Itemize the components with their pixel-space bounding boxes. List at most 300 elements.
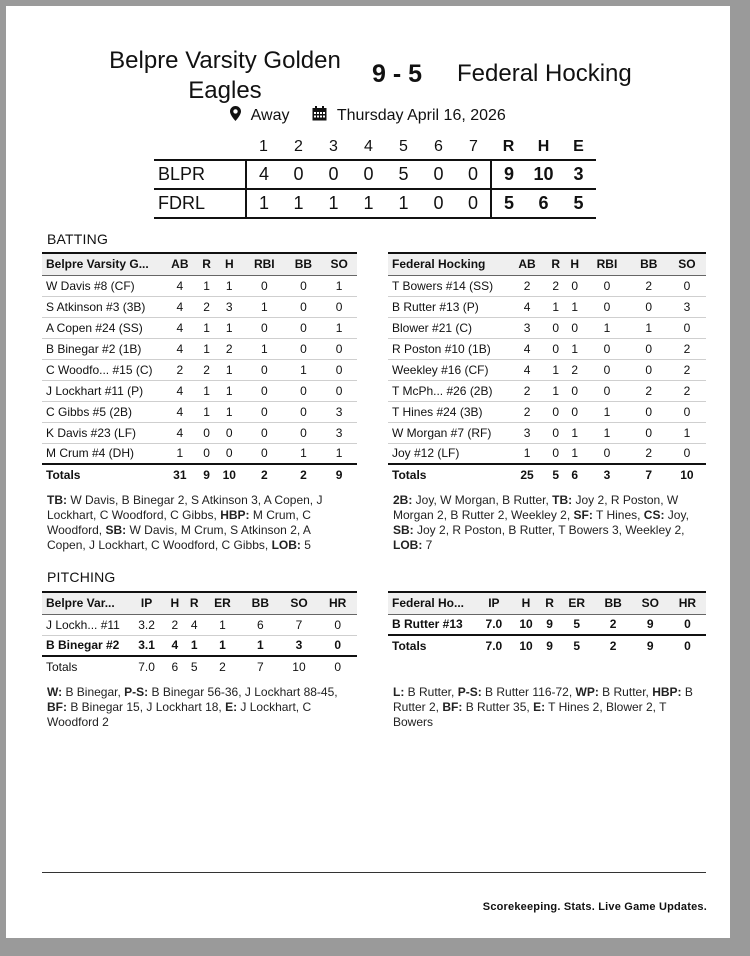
total-errors: 5 [561, 189, 596, 218]
stat-cell: 1 [185, 635, 204, 656]
stat-cell: 1 [241, 635, 280, 656]
table-row [388, 359, 706, 380]
stat-cell: 2 [165, 614, 184, 635]
totals-row [42, 656, 357, 677]
stat-cell: 0 [198, 443, 216, 464]
total-runs: 5 [491, 189, 526, 218]
column-header: HR [318, 592, 357, 614]
stat-cell: 0 [630, 422, 668, 443]
stat-cell: 4 [508, 338, 546, 359]
player-name: C Gibbs #5 (2B) [42, 401, 162, 422]
stat-cell: 3.2 [128, 614, 165, 635]
note-text: 5 [300, 538, 311, 552]
note-label: LOB: [393, 538, 423, 552]
stat-cell: 2 [216, 338, 243, 359]
stat-cell: 0 [243, 275, 286, 296]
column-header: H [216, 253, 243, 275]
batting-table-home [42, 252, 357, 485]
batting-section-title: BATTING [47, 231, 109, 247]
player-name: T Hines #24 (3B) [388, 401, 508, 422]
stat-cell: 3 [508, 422, 546, 443]
stat-cell: 0 [584, 296, 629, 317]
note-text: B Binegar 15, J Lockhart 18, [67, 700, 226, 714]
batting-notes-home [47, 493, 347, 553]
stat-cell: 2 [508, 275, 546, 296]
stat-cell: 1 [565, 443, 584, 464]
stat-cell: 0 [286, 338, 322, 359]
stat-cell: 1 [546, 380, 565, 401]
note-label: E: [225, 700, 238, 714]
pitching-notes-away [393, 685, 708, 730]
table-row [388, 401, 706, 422]
stat-cell: 0 [630, 296, 668, 317]
note-label: SF: [573, 508, 593, 522]
note-text: Joy 2, R Poston, W Morgan 2, B Rutter 2, Weekley 2, [393, 493, 679, 522]
stat-cell: 2 [162, 359, 198, 380]
total-cell: 0 [669, 635, 706, 656]
note-text: T Hines 2, Blower 2, T Bowers [393, 700, 667, 729]
inning-score: 1 [316, 189, 351, 218]
inning-score: 0 [456, 160, 491, 189]
note-label: LOB: [271, 538, 301, 552]
stat-cell: 4 [185, 614, 204, 635]
table-row [42, 359, 357, 380]
stat-cell: 1 [204, 614, 241, 635]
table-header-row [42, 592, 357, 614]
footer-tagline: Scorekeeping. Stats. Live Game Updates. [482, 901, 707, 913]
note-label: E: [533, 700, 546, 714]
stat-cell: 4 [165, 635, 184, 656]
stat-cell: 2 [630, 443, 668, 464]
note-label: SB: [393, 523, 414, 537]
total-cell: 9 [198, 464, 216, 485]
away-team-name: Federal Hocking [457, 60, 632, 87]
stat-cell: 1 [198, 380, 216, 401]
stat-cell: 1 [565, 338, 584, 359]
player-name: W Davis #8 (CF) [42, 275, 162, 296]
stat-cell: 1 [198, 317, 216, 338]
column-header: R [540, 592, 559, 614]
total-cell: 10 [668, 464, 706, 485]
stat-cell: 0 [668, 401, 706, 422]
stat-cell: 1 [321, 443, 357, 464]
final-score: 9 - 5 [372, 60, 423, 88]
stat-cell: 0 [669, 614, 706, 635]
table-row [388, 338, 706, 359]
stat-cell: 2 [198, 296, 216, 317]
inning-score: 0 [281, 160, 316, 189]
totals-label: Totals [388, 464, 508, 485]
linescore-table [154, 134, 596, 219]
column-header: H [512, 592, 541, 614]
stat-cell: 0 [216, 422, 243, 443]
total-cell: 7 [256, 660, 264, 674]
player-name: T McPh... #26 (2B) [388, 380, 508, 401]
stat-cell: 0 [243, 443, 286, 464]
note-label: HBP: [220, 508, 250, 522]
stat-cell: 1 [204, 635, 241, 656]
stat-cell: 4 [162, 338, 198, 359]
inning-score: 5 [386, 160, 421, 189]
stat-cell: 7 [280, 614, 319, 635]
total-hits: 10 [526, 160, 561, 189]
pitching-notes-home [47, 685, 357, 730]
totals-row [388, 464, 706, 485]
player-name: T Bowers #14 (SS) [388, 275, 508, 296]
stat-cell: 4 [162, 401, 198, 422]
stat-cell: 0 [286, 296, 322, 317]
stat-cell: 2 [668, 380, 706, 401]
totals-row [42, 464, 357, 485]
note-label: CS: [643, 508, 665, 522]
stat-cell: 5 [559, 614, 595, 635]
note-label: SB: [105, 523, 127, 537]
totals-label: Totals [42, 464, 162, 485]
inning-score: 1 [386, 189, 421, 218]
stat-cell: 4 [508, 296, 546, 317]
table-row [42, 296, 357, 317]
total-cell: 2 [243, 464, 286, 485]
total-cell: 10 [292, 660, 306, 674]
stat-cell: 3 [321, 422, 357, 443]
stat-cell: 2 [630, 275, 668, 296]
stat-cell: 0 [286, 401, 322, 422]
stat-cell: 0 [318, 614, 357, 635]
note-text: W Davis, M Crum, S Atkinson 2, A Copen, J Lockhart, C Woodford, C Gibbs, [47, 523, 311, 552]
stat-cell: 9 [632, 614, 669, 635]
column-header: Belpre Var... [42, 592, 128, 614]
stat-cell: 4 [162, 296, 198, 317]
stat-cell: 0 [321, 296, 357, 317]
stat-cell: 0 [286, 380, 322, 401]
stat-cell: 1 [321, 317, 357, 338]
stat-cell: 0 [243, 317, 286, 338]
stat-cell: 1 [546, 296, 565, 317]
table-header-row [388, 253, 706, 275]
note-text: W Davis, B Binegar 2, S Atkinson 3, A Copen, J Lockhart, C Woodford, C Gibbs, [47, 493, 323, 522]
stat-cell: 1 [198, 401, 216, 422]
stat-cell: 0 [243, 359, 286, 380]
note-text: B Binegar, [62, 685, 125, 699]
stat-cell: 0 [630, 401, 668, 422]
note-label: 2B: [393, 493, 413, 507]
total-cell: 9 [632, 635, 669, 656]
stat-cell: 1 [216, 317, 243, 338]
pitching-table-home [42, 591, 357, 677]
column-header: SO [668, 253, 706, 275]
total-cell: 2 [595, 635, 632, 656]
table-row [42, 443, 357, 464]
table-row [388, 275, 706, 296]
table-row [42, 317, 357, 338]
table-row [42, 380, 357, 401]
table-row [42, 422, 357, 443]
total-cell: 2 [286, 464, 322, 485]
stat-cell: 0 [546, 422, 565, 443]
player-name: B Rutter #13 (P) [388, 296, 508, 317]
stat-cell: 1 [565, 422, 584, 443]
stat-cell: 0 [243, 401, 286, 422]
stat-cell: 4 [162, 317, 198, 338]
note-text: M Crum, C Woodford, [47, 508, 311, 537]
inning-score: 1 [351, 189, 386, 218]
total-cell: 6 [565, 464, 584, 485]
table-header-row [42, 253, 357, 275]
stat-cell: 0 [286, 275, 322, 296]
note-text: B Rutter, [598, 685, 653, 699]
column-header: ER [559, 592, 595, 614]
stat-cell: 0 [321, 380, 357, 401]
note-text: B Rutter 116-72, [481, 685, 576, 699]
player-name: C Woodfo... #15 (C) [42, 359, 162, 380]
hits-header: H [537, 137, 550, 155]
inning-header: 2 [294, 137, 303, 155]
inning-score: 1 [246, 189, 281, 218]
stat-cell: 0 [584, 275, 629, 296]
total-cell: 7.0 [138, 660, 155, 674]
stat-cell: 0 [546, 401, 565, 422]
stat-cell: 1 [584, 317, 629, 338]
table-row [388, 422, 706, 443]
stat-cell: 1 [198, 338, 216, 359]
stat-cell: 1 [321, 275, 357, 296]
stat-cell: 0 [584, 380, 629, 401]
stat-cell: 0 [668, 443, 706, 464]
stat-cell: 4 [162, 380, 198, 401]
stat-cell: 2 [198, 359, 216, 380]
home-team-name: Belpre Varsity Golden Eagles [109, 47, 341, 104]
inning-header: 3 [329, 137, 338, 155]
game-date: Thursday April 16, 2026 [336, 107, 506, 124]
table-row [42, 401, 357, 422]
runs-header: R [502, 137, 515, 155]
inning-header: 7 [469, 137, 478, 155]
table-row [388, 296, 706, 317]
stat-cell: 1 [546, 359, 565, 380]
stat-cell: 4 [508, 359, 546, 380]
stat-cell: 1 [243, 296, 286, 317]
player-name: B Binegar #2 (1B) [42, 338, 162, 359]
table-row [42, 614, 357, 635]
player-name: W Morgan #7 (RF) [388, 422, 508, 443]
location-label: Away [250, 107, 290, 124]
player-name: Blower #21 (C) [388, 317, 508, 338]
column-header: AB [508, 253, 546, 275]
linescore-row-home [154, 160, 596, 189]
stat-cell: 3 [321, 401, 357, 422]
total-hits: 6 [526, 189, 561, 218]
totals-row [388, 635, 706, 656]
total-cell: 9 [540, 635, 559, 656]
stat-cell: 2 [668, 359, 706, 380]
pitching-section-title: PITCHING [47, 569, 116, 585]
total-runs: 9 [491, 160, 526, 189]
stat-cell: 0 [286, 317, 322, 338]
stat-cell: 0 [546, 317, 565, 338]
stat-cell: 1 [286, 359, 322, 380]
column-header: BB [241, 592, 280, 614]
stat-cell: 1 [162, 443, 198, 464]
column-header: R [185, 592, 204, 614]
stat-cell: 3.1 [128, 635, 165, 656]
stat-cell: 3 [280, 635, 319, 656]
stat-cell: 1 [668, 422, 706, 443]
stat-cell: 0 [668, 275, 706, 296]
stat-cell: 0 [286, 422, 322, 443]
column-header: SO [321, 253, 357, 275]
column-header: IP [128, 592, 165, 614]
inning-header: 4 [364, 137, 373, 155]
stat-cell: 0 [321, 359, 357, 380]
note-text: 7 [422, 538, 433, 552]
total-cell: 31 [162, 464, 198, 485]
location-pin-icon [230, 106, 241, 126]
stat-cell: 4 [162, 275, 198, 296]
note-text: Joy 2, R Poston, B Rutter, T Bowers 3, Weekley 2, [413, 523, 685, 537]
table-row [388, 614, 706, 635]
player-name: B Binegar #2 [42, 635, 128, 656]
linescore-team: FDRL [154, 189, 246, 218]
note-text: B Binegar 56-36, J Lockhart 88-45, [148, 685, 338, 699]
stat-cell: 1 [584, 401, 629, 422]
stat-cell: 0 [630, 359, 668, 380]
stat-cell: 2 [668, 338, 706, 359]
stat-cell: 2 [630, 380, 668, 401]
batting-table-away [388, 252, 706, 485]
column-header: R [198, 253, 216, 275]
total-cell: 5 [546, 464, 565, 485]
inning-score: 0 [421, 189, 456, 218]
table-row [42, 338, 357, 359]
stat-cell: 0 [584, 443, 629, 464]
stat-cell: 3 [508, 317, 546, 338]
column-header: ER [204, 592, 241, 614]
note-label: W: [47, 685, 63, 699]
stat-cell: 1 [286, 443, 322, 464]
stat-cell: 0 [321, 338, 357, 359]
stat-cell: 0 [243, 422, 286, 443]
player-name: J Lockhart #11 (P) [42, 380, 162, 401]
stat-cell: 1 [198, 275, 216, 296]
total-errors: 3 [561, 160, 596, 189]
player-name: Weekley #16 (CF) [388, 359, 508, 380]
stat-cell: 1 [216, 380, 243, 401]
column-header: SO [632, 592, 669, 614]
column-header: BB [286, 253, 322, 275]
total-cell: 5 [559, 635, 595, 656]
errors-header: E [573, 137, 584, 155]
stat-cell: 1 [630, 317, 668, 338]
inning-header: 6 [434, 137, 443, 155]
note-label: BF: [442, 700, 463, 714]
stat-cell: 0 [565, 401, 584, 422]
player-name: J Lockh... #11 [42, 614, 128, 635]
note-text: B Rutter, [404, 685, 458, 699]
stat-cell: 0 [630, 338, 668, 359]
stat-cell: 3 [668, 296, 706, 317]
column-header: RBI [584, 253, 629, 275]
note-label: HBP: [652, 685, 682, 699]
stat-cell: 0 [565, 275, 584, 296]
total-cell: 6 [171, 660, 179, 674]
table-row [42, 635, 357, 656]
stat-cell: 0 [243, 380, 286, 401]
table-row [388, 317, 706, 338]
pitching-table-away [388, 591, 706, 656]
totals-label: Totals [388, 635, 476, 656]
stat-cell: 2 [508, 380, 546, 401]
player-name: M Crum #4 (DH) [42, 443, 162, 464]
stat-cell: 1 [584, 422, 629, 443]
column-header: RBI [243, 253, 286, 275]
stat-cell: 2 [546, 275, 565, 296]
linescore-team: BLPR [154, 160, 246, 189]
stat-cell: 9 [540, 614, 559, 635]
column-header: Federal Ho... [388, 592, 476, 614]
table-row [42, 275, 357, 296]
total-cell: 3 [584, 464, 629, 485]
stat-cell: 1 [508, 443, 546, 464]
player-name: R Poston #10 (1B) [388, 338, 508, 359]
stat-cell: 7.0 [476, 614, 512, 635]
inning-header: 5 [399, 137, 408, 155]
player-name: K Davis #23 (LF) [42, 422, 162, 443]
player-name: B Rutter #13 [388, 614, 476, 635]
stat-cell: 1 [216, 359, 243, 380]
table-row [388, 380, 706, 401]
note-label: P-S: [124, 685, 149, 699]
footer-divider [42, 872, 706, 873]
stat-cell: 1 [565, 296, 584, 317]
note-label: L: [393, 685, 405, 699]
total-cell: 25 [508, 464, 546, 485]
table-header-row [388, 592, 706, 614]
totals-label: Totals [46, 660, 78, 674]
note-label: WP: [575, 685, 599, 699]
inning-score: 4 [246, 160, 281, 189]
player-name: A Copen #24 (SS) [42, 317, 162, 338]
total-cell: 2 [219, 660, 226, 674]
column-header: AB [162, 253, 198, 275]
stat-cell: 1 [216, 275, 243, 296]
total-cell: 10 [512, 635, 541, 656]
note-label: P-S: [457, 685, 482, 699]
stat-cell: 0 [668, 317, 706, 338]
column-header: BB [630, 253, 668, 275]
total-cell: 7 [630, 464, 668, 485]
stat-cell: 0 [584, 338, 629, 359]
total-cell: 9 [321, 464, 357, 485]
stat-cell: 0 [216, 443, 243, 464]
column-header: IP [476, 592, 512, 614]
column-header: Belpre Varsity G... [42, 253, 162, 275]
note-text: T Hines, [592, 508, 644, 522]
column-header: HR [669, 592, 706, 614]
calendar-icon [312, 106, 327, 126]
batting-notes-away [393, 493, 703, 553]
inning-score: 0 [421, 160, 456, 189]
player-name: S Atkinson #3 (3B) [42, 296, 162, 317]
total-cell: 10 [216, 464, 243, 485]
stat-cell: 0 [546, 443, 565, 464]
stat-cell: 0 [198, 422, 216, 443]
game-meta [6, 106, 730, 126]
column-header: H [565, 253, 584, 275]
inning-score: 0 [351, 160, 386, 189]
stat-cell: 2 [508, 401, 546, 422]
stat-cell: 2 [595, 614, 632, 635]
stat-cell: 3 [216, 296, 243, 317]
